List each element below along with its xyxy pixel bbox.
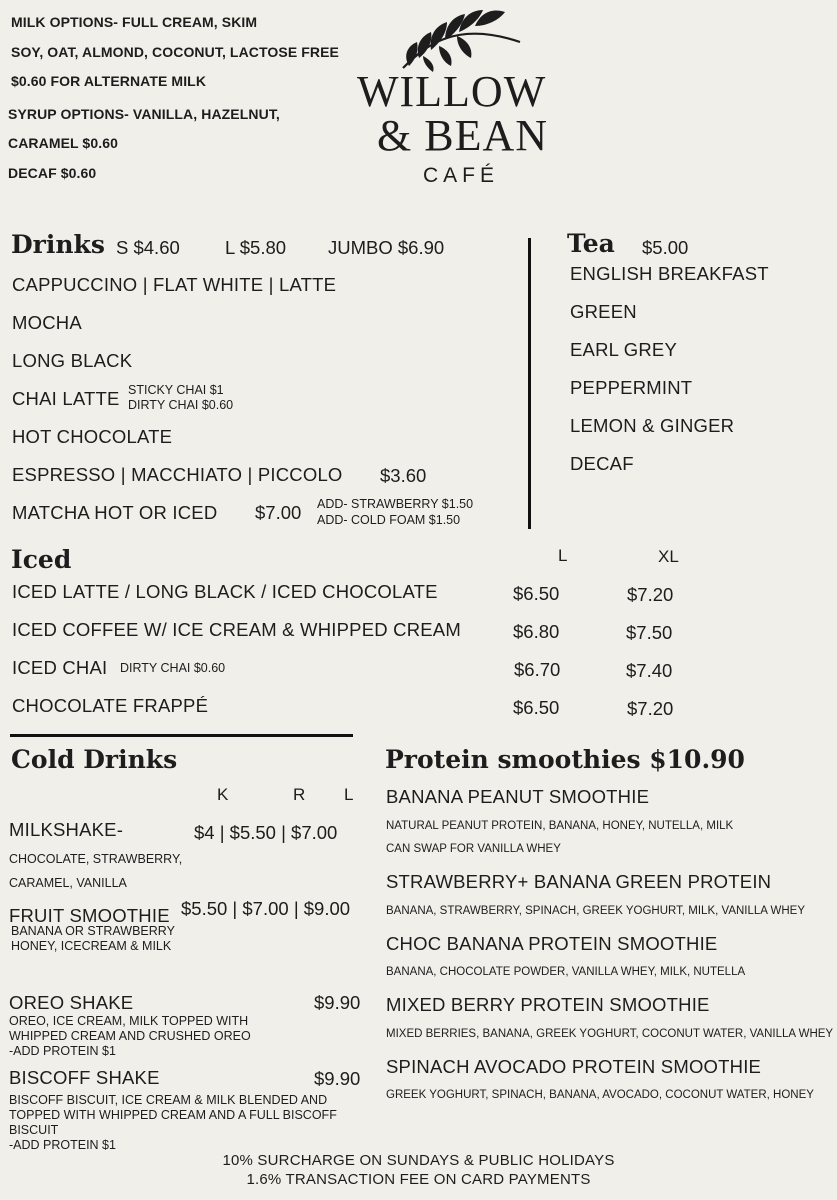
tea-item: PEPPERMINT: [570, 377, 693, 398]
tea-price: $5.00: [642, 237, 689, 258]
iced-item-price-xl: $7.50: [626, 622, 673, 643]
oreo-shake-name: OREO SHAKE: [9, 992, 134, 1013]
syrup-options-line-1: SYRUP OPTIONS- VANILLA, HAZELNUT,: [8, 106, 280, 122]
iced-item-name: ICED CHAI: [12, 657, 108, 678]
oreo-shake-desc-3: -ADD PROTEIN $1: [9, 1044, 116, 1058]
milk-options-line-2: SOY, OAT, ALMOND, COCONUT, LACTOSE FREE: [11, 44, 339, 60]
drink-item: CHAI LATTE: [12, 388, 120, 409]
alternate-milk-price: $0.60 FOR ALTERNATE MILK: [11, 73, 207, 89]
biscoff-shake-desc-3: BISCUIT: [9, 1123, 59, 1137]
biscoff-shake-price: $9.90: [314, 1068, 361, 1089]
iced-item-name: ICED COFFEE W/ ICE CREAM & WHIPPED CREAM: [12, 619, 461, 640]
tea-item: LEMON & GINGER: [570, 415, 735, 436]
oreo-shake-desc-2: WHIPPED CREAM AND CRUSHED OREO: [9, 1029, 251, 1043]
decaf-price: DECAF $0.60: [8, 165, 97, 181]
iced-item-price-l: $6.50: [513, 697, 560, 718]
iced-item-price-xl: $7.40: [626, 660, 673, 681]
iced-column-l: L: [558, 546, 568, 565]
matcha-addon-strawberry: ADD- STRAWBERRY $1.50: [317, 497, 474, 511]
protein-smoothie-name: MIXED BERRY PROTEIN SMOOTHIE: [386, 994, 710, 1015]
drink-item: HOT CHOCOLATE: [12, 426, 173, 447]
column-divider: [528, 238, 531, 529]
protein-smoothies-heading: Protein smoothies $10.90: [385, 745, 745, 774]
milk-options-line-1: MILK OPTIONS- FULL CREAM, SKIM: [11, 14, 258, 30]
dirty-chai-note: DIRTY CHAI $0.60: [128, 398, 234, 412]
protein-smoothie-swap-note: CAN SWAP FOR VANILLA WHEY: [386, 843, 561, 855]
tea-item: DECAF: [570, 453, 634, 474]
cold-column-l: L: [344, 785, 354, 804]
leaf-branch-icon: [395, 6, 525, 72]
matcha-price: $7.00: [255, 502, 302, 523]
iced-item-price-xl: $7.20: [627, 698, 674, 719]
protein-smoothie-name: STRAWBERRY+ BANANA GREEN PROTEIN: [386, 871, 772, 892]
fruit-smoothie-price: $5.50 | $7.00 | $9.00: [181, 898, 351, 919]
iced-item-price-l: $6.50: [513, 583, 560, 604]
drink-item: CAPPUCCINO | FLAT WHITE | LATTE: [12, 274, 337, 295]
biscoff-shake-desc-4: -ADD PROTEIN $1: [9, 1138, 116, 1152]
oreo-shake-desc-1: OREO, ICE CREAM, MILK TOPPED WITH: [9, 1014, 249, 1028]
iced-dirty-chai-note: DIRTY CHAI $0.60: [120, 661, 226, 675]
iced-item-price-l: $6.70: [514, 659, 561, 680]
cold-column-r: R: [293, 785, 306, 804]
protein-smoothie-name: SPINACH AVOCADO PROTEIN SMOOTHIE: [386, 1056, 762, 1077]
protein-smoothie-desc: BANANA, CHOCOLATE POWDER, VANILLA WHEY, MILK, NUTELLA: [386, 966, 746, 978]
iced-item-price-l: $6.80: [513, 621, 560, 642]
drink-item: LONG BLACK: [12, 350, 133, 371]
biscoff-shake-name: BISCOFF SHAKE: [9, 1067, 160, 1088]
matcha-addon-cold-foam: ADD- COLD FOAM $1.50: [317, 513, 461, 527]
syrup-options-line-2: CARAMEL $0.60: [8, 135, 118, 151]
surcharge-note: 10% SURCHARGE ON SUNDAYS & PUBLIC HOLIDAYS: [222, 1152, 615, 1169]
logo-word-cafe: CAFÉ: [423, 164, 500, 187]
biscoff-shake-desc-1: BISCOFF BISCUIT, ICE CREAM & MILK BLENDED AND: [9, 1093, 328, 1107]
drinks-size-small: S $4.60: [116, 237, 180, 258]
drink-item: ESPRESSO | MACCHIATO | PICCOLO: [12, 464, 343, 485]
fruit-smoothie-desc-1: BANANA OR STRAWBERRY: [11, 924, 175, 938]
oreo-shake-price: $9.90: [314, 992, 361, 1013]
milkshake-name: MILKSHAKE-: [9, 819, 124, 840]
drink-item: MOCHA: [12, 312, 82, 333]
logo: [355, 6, 570, 191]
iced-item-name: CHOCOLATE FRAPPÉ: [12, 695, 209, 716]
protein-smoothie-desc: NATURAL PEANUT PROTEIN, BANANA, HONEY, NUTELLA, MILK: [386, 820, 734, 832]
sticky-chai-note: STICKY CHAI $1: [128, 383, 224, 397]
tea-item: ENGLISH BREAKFAST: [570, 263, 769, 284]
card-fee-note: 1.6% TRANSACTION FEE ON CARD PAYMENTS: [246, 1171, 591, 1188]
fruit-smoothie-name: FRUIT SMOOTHIE: [9, 905, 170, 926]
protein-smoothie-desc: MIXED BERRIES, BANANA, GREEK YOGHURT, COCONUT WATER, VANILLA WHEY: [386, 1028, 834, 1040]
milkshake-price: $4 | $5.50 | $7.00: [194, 822, 338, 843]
protein-smoothie-desc: BANANA, STRAWBERRY, SPINACH, GREEK YOGHURT, MILK, VANILLA WHEY: [386, 905, 806, 917]
protein-smoothie-desc: GREEK YOGHURT, SPINACH, BANANA, AVOCADO, COCONUT WATER, HONEY: [386, 1089, 814, 1101]
tea-item: EARL GREY: [570, 339, 678, 360]
iced-heading: Iced: [11, 545, 72, 574]
iced-column-xl: XL: [658, 547, 679, 566]
logo-word-willow: WILLOW: [357, 67, 547, 116]
tea-item: GREEN: [570, 301, 637, 322]
fruit-smoothie-desc-2: HONEY, ICECREAM & MILK: [11, 939, 172, 953]
drinks-size-jumbo: JUMBO $6.90: [328, 237, 445, 258]
iced-item-name: ICED LATTE / LONG BLACK / ICED CHOCOLATE: [12, 581, 438, 602]
cold-column-k: K: [217, 785, 229, 804]
milkshake-flavours-1: CHOCOLATE, STRAWBERRY,: [9, 852, 183, 866]
drink-item: MATCHA HOT OR ICED: [12, 502, 218, 523]
tea-heading: Tea: [567, 229, 615, 258]
espresso-price: $3.60: [380, 465, 427, 486]
protein-smoothie-name: CHOC BANANA PROTEIN SMOOTHIE: [386, 933, 718, 954]
drinks-size-large: L $5.80: [225, 237, 287, 258]
drinks-heading: Drinks: [11, 230, 105, 259]
logo-word-bean: & BEAN: [377, 111, 548, 160]
protein-smoothie-name: BANANA PEANUT SMOOTHIE: [386, 786, 650, 807]
section-divider: [10, 734, 353, 737]
cold-drinks-heading: Cold Drinks: [11, 745, 178, 774]
milkshake-flavours-2: CARAMEL, VANILLA: [9, 876, 127, 890]
iced-item-price-xl: $7.20: [627, 584, 674, 605]
biscoff-shake-desc-2: TOPPED WITH WHIPPED CREAM AND A FULL BISCOFF: [9, 1108, 337, 1122]
